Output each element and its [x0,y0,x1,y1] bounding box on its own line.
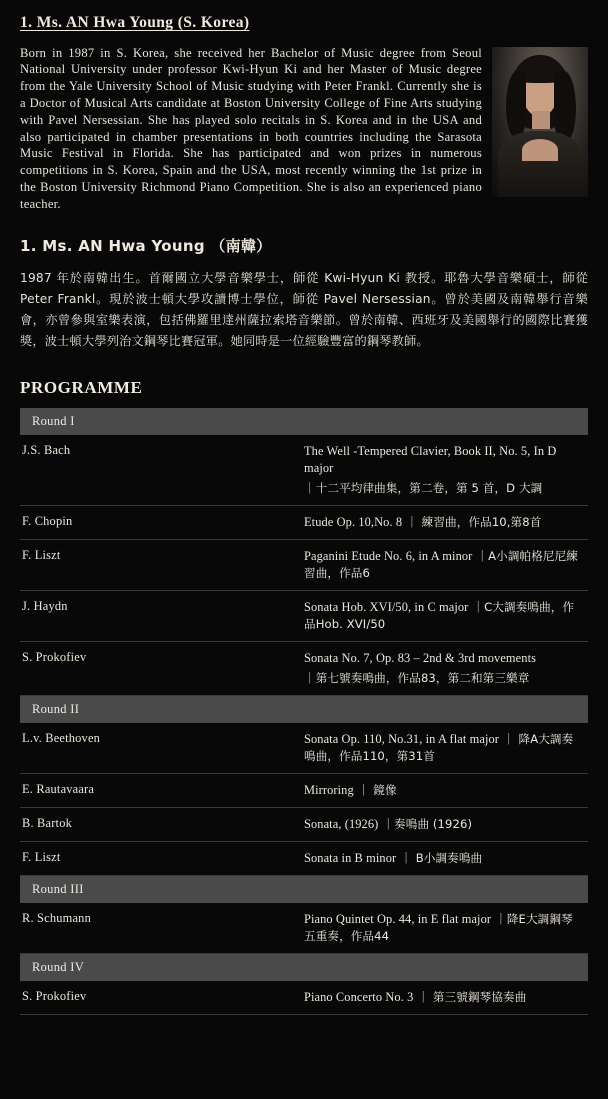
composer-name: F. Chopin [20,505,304,539]
work-title [304,641,588,695]
programme-title: PROGRAMME [20,377,143,397]
work-title [304,435,588,506]
page-content [20,14,588,1015]
portrait-neck [532,111,550,129]
biography-text-en: Born in 1987 in S. Korea, she received her Bachelor of Music degree from Seoul National University under professor Kwi-Hyun Ki and her Master of Music degree from the Yale University School of Music studying with Peter Frankl. Currently she is a Doctor of Musical Arts candidate at Boston University College of Fine Arts studying with Pavel Nersessian. She has played solo recitals in S. Korea and in the USA and also participated in chamber presentations in both countries including the Sarasota Music Festival in Florida. She has participated and won prizes in numerous competitions in S. Korea, Spain and the USA, most recently winning the 1st prize in the Boston University Richmond Piano Competition. She is also an experienced piano teacher. [20,45,482,211]
portrait-shoulders [522,139,558,161]
portrait-hair-left [506,71,526,137]
programme-round-header [20,953,588,981]
programme-work-row [20,807,588,841]
composer-name: J. Haydn [20,590,304,641]
work-title-en: Piano Concerto No. 3 [304,989,414,1004]
artist-name-heading-en: 1. Ms. AN Hwa Young (S. Korea) [20,14,250,31]
work-title-en: Mirroring [304,782,354,797]
work-title [304,807,588,841]
composer-name: B. Bartok [20,807,304,841]
work-title-en: Sonata Hob. XVI/50, in C major [304,599,469,614]
artist-portrait-image [492,47,588,197]
work-title [304,981,588,1015]
work-title-en: The Well -Tempered Clavier, Book II, No. 5, In D major [304,443,557,475]
programme-work-row [20,505,588,539]
work-title-cn: ｜降E大調鋼琴五重奏，作品44 [304,911,573,943]
work-title-cn: ｜十二平均律曲集，第二卷，第 5 首，D 大調 [304,480,543,495]
composer-name: R. Schumann [20,903,304,954]
composer-name: L.v. Beethoven [20,723,304,774]
composer-name: S. Prokofiev [20,981,304,1015]
work-title-en: Sonata No. 7, Op. 83 – 2nd & 3rd movements [304,650,537,665]
composer-name: S. Prokofiev [20,641,304,695]
work-title [304,539,588,590]
programme-table [20,408,588,1015]
work-title [304,723,588,774]
programme-work-row [20,903,588,954]
work-title-cn: ｜ 第三號鋼琴協奏曲 [417,989,527,1004]
programme-round-header [20,408,588,435]
work-title-cn: ｜ 鏡像 [357,782,397,797]
work-title-en: Etude Op. 10,No. 8 [304,514,403,529]
work-title-en: Sonata in B minor [304,850,397,865]
work-title [304,505,588,539]
programme-work-row [20,590,588,641]
programme-work-row [20,981,588,1015]
round-label: Round I [20,408,588,435]
programme-work-row [20,841,588,875]
work-title-cn: ｜A小調帕格尼尼練習曲，作品6 [304,548,578,580]
composer-name: J.S. Bach [20,435,304,506]
work-title-cn: ｜第七號奏鳴曲，作品83，第二和第三樂章 [304,670,530,685]
work-title-en: Sonata Op. 110, No.31, in A flat major [304,731,500,746]
round-label: Round II [20,695,588,723]
work-title-cn: ｜C大調奏鳴曲，作品Hob. XVI/50 [304,599,575,631]
work-title [304,773,588,807]
work-title-en: Piano Quintet Op. 44, in E flat major [304,911,492,926]
round-label: Round IV [20,953,588,981]
composer-name: F. Liszt [20,539,304,590]
work-title-en: Paganini Etude No. 6, in A minor [304,548,473,563]
round-label: Round III [20,875,588,903]
programme-work-row [20,539,588,590]
work-title-cn: ｜ B小調奏鳴曲 [400,850,483,865]
programme-work-row [20,773,588,807]
work-title [304,841,588,875]
work-title-cn: ｜ 降A大調奏鳴曲，作品110，第31首 [304,731,574,763]
biography-section [20,45,588,213]
work-title-en: Sonata, (1926) [304,816,379,831]
programme-work-row [20,641,588,695]
programme-work-row [20,723,588,774]
work-title [304,903,588,954]
biography-text-cn: 1987 年於南韓出生。首爾國立大學音樂學士，師從 Kwi-Hyun Ki 教授。耶魯大學音樂碩士，師從 Peter Frankl。現於波士頓大學攻讀博士學位，師從 Pavel Nersessian。曾於美國及南韓舉行音樂會，亦曾參與室樂表演，包括佛羅里達州薩拉索塔音樂節。曾於南韓、西班牙及美國舉行的國際比賽獲獎，波士頓大學列治文鋼琴比賽冠軍。她同時是一位經驗豐富的鋼琴教師。 [20,270,588,348]
artist-name-heading-cn: 1. Ms. AN Hwa Young （南韓） [20,236,272,255]
programme-round-header [20,875,588,903]
programme-work-row [20,435,588,506]
programme-table-body [20,408,588,1015]
programme-round-header [20,695,588,723]
work-title-cn: ｜ 練習曲，作品10,第8首 [406,514,542,529]
work-title-cn: ｜奏鳴曲 (1926) [382,816,473,831]
composer-name: F. Liszt [20,841,304,875]
work-title [304,590,588,641]
composer-name: E. Rautavaara [20,773,304,807]
